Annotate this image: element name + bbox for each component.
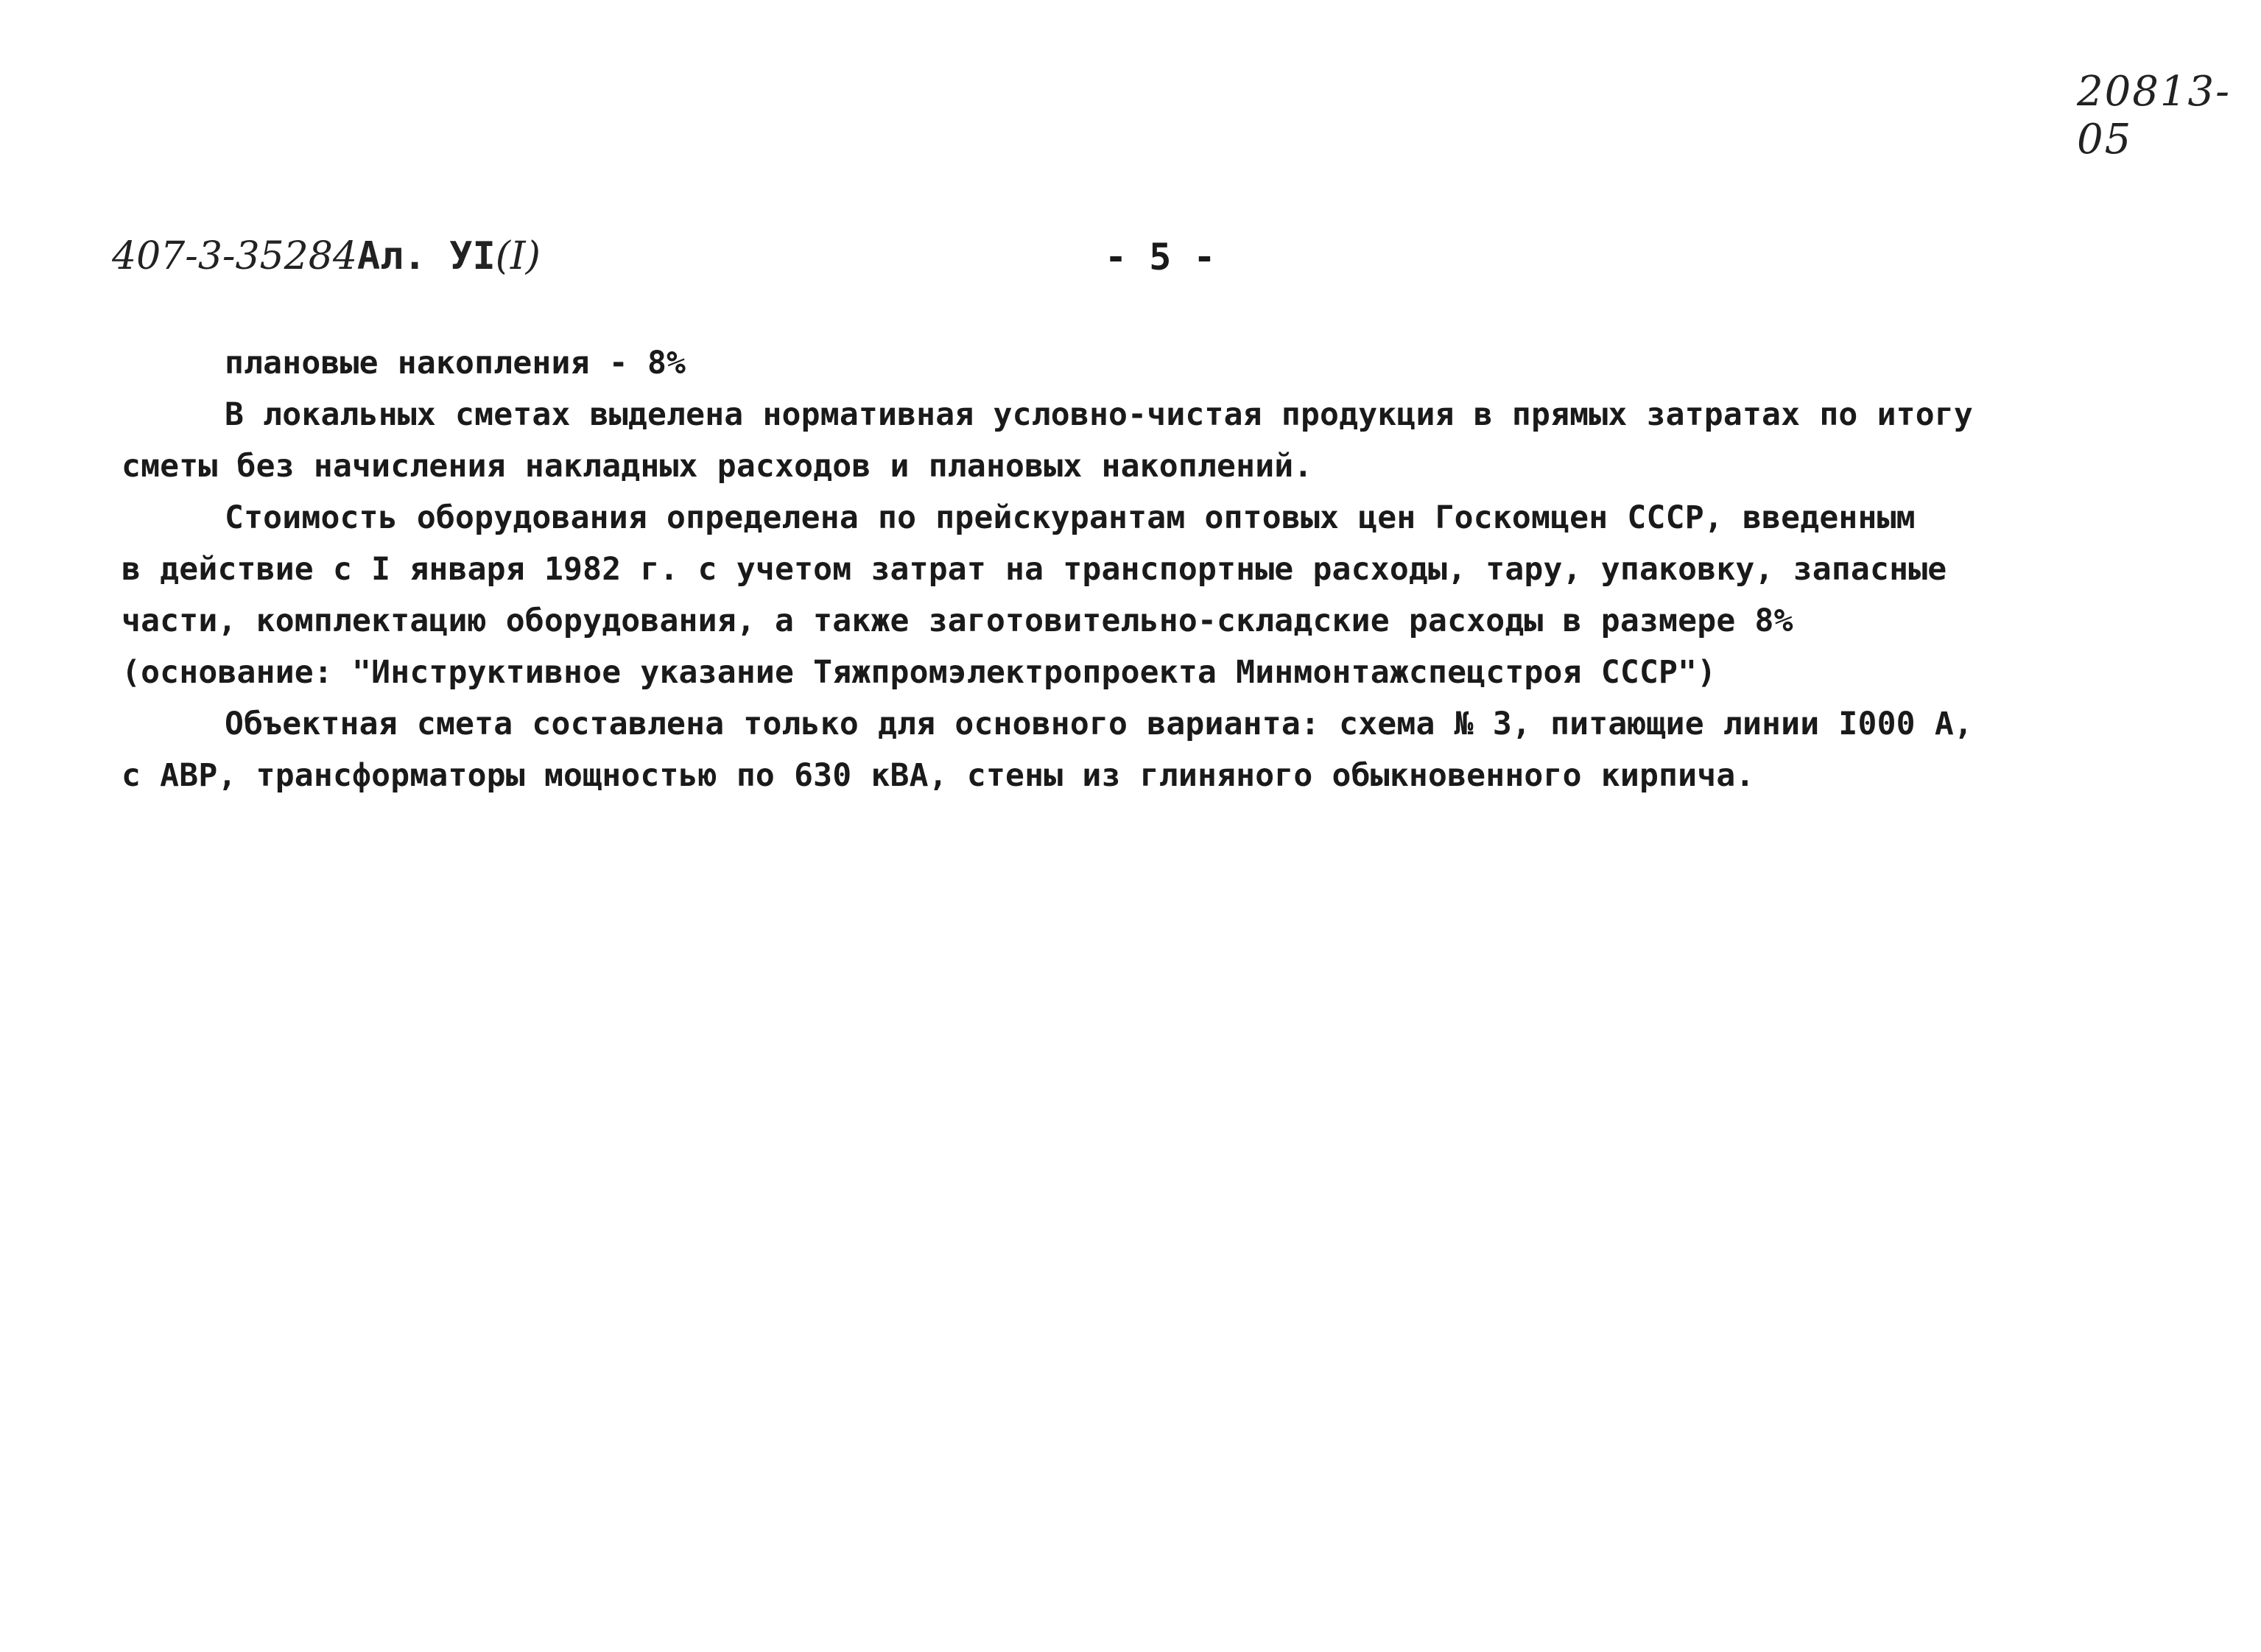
body-line-6: части, комплектацию оборудования, а также заготовительно-складские расходы в размере 8% [122,602,1793,639]
body-line-5: в действие с I января 1982 г. с учетом затрат на транспортные расходы, тару, упаковку, запасные [122,551,1947,588]
body-line-7: (основание: "Инструктивное указание Тяжпромэлектропроекта Минмонтажспецстроя СССР") [122,654,1717,691]
body-line-2: В локальных сметах выделена нормативная условно-чистая продукция в прямых затратах по итогу [225,396,1974,433]
document-code-handwritten: 407-3-35284 [112,234,357,278]
body-line-9: с АВР, трансформаторы мощностью по 630 кВА, стены из глиняного обыкновенного кирпича. [122,757,1755,794]
body-line-3: сметы без начисления накладных расходов и плановых накоплений. [122,448,1313,485]
body-line-4: Стоимость оборудования определена по прейскурантам оптовых цен Госкомцен СССР, введенным [225,499,1916,536]
page-number: - 5 - [1105,236,1216,278]
archive-number: 20813-05 [2077,68,2232,164]
document-code-typed: Ал. УI [356,234,496,278]
document-code-suffix: (I) [495,234,541,278]
body-line-1: плановые накопления - 8% [225,345,686,382]
document-code [112,234,541,278]
document-body [122,337,2139,801]
body-line-8: Объектная смета составлена только для основного варианта: схема № 3, питающие линии I000 А, [225,706,1974,742]
